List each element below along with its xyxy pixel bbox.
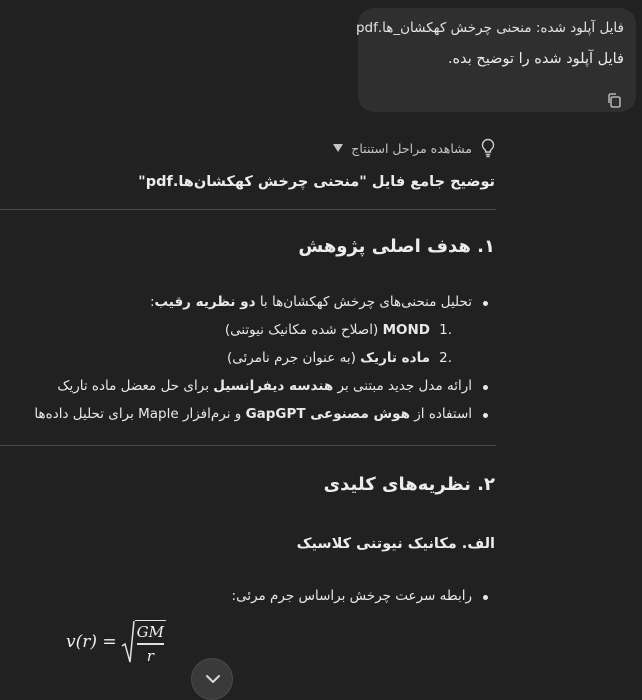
list-item-text: رابطه سرعت چرخش براساس جرم مرئی: — [231, 588, 472, 604]
numbered-item — [224, 322, 452, 338]
user-message-bubble — [355, 8, 636, 112]
list-item-text: تحلیل منحنی‌های چرخش کهکشان‌ها با — [255, 294, 472, 310]
lightbulb-icon — [480, 138, 496, 158]
answer-title: توضیح جامع فایل "منحنی چرخش کهکشان‌ها.pdf" — [138, 174, 495, 190]
list-item-bold: هندسه دیفرانسیل — [213, 378, 334, 394]
item-number: 2. — [439, 350, 452, 366]
item-number: 1. — [439, 322, 452, 338]
list-item-text: برای حل معضل ماده تاریک — [57, 378, 214, 394]
chevron-down-icon — [205, 673, 221, 685]
numbered-item — [226, 350, 452, 366]
list-item-bold: MOND — [382, 322, 430, 338]
section-heading-goal: ۱. هدف اصلی پژوهش — [298, 236, 495, 257]
rotation-velocity-formula — [66, 620, 166, 665]
list-item-text: و نرم‌افزار Maple برای تحلیل داده‌ها — [34, 406, 246, 422]
divider — [0, 445, 496, 446]
list-item-text: (به عنوان جرم نامرئی) — [226, 350, 361, 366]
list-item-bold: ماده تاریک — [360, 350, 430, 366]
subsection-heading: الف. مکانیک نیوتنی کلاسیک — [296, 536, 495, 552]
list-item-bold: هوش مصنوعی GapGPT — [245, 406, 410, 422]
formula-denominator: r — [146, 646, 154, 665]
formula-numerator: GM — [136, 623, 164, 641]
divider — [0, 209, 496, 210]
uploaded-file-label: فایل آپلود شده: منحنی چرخش کهکشان_ها.pdf — [355, 20, 624, 36]
section-heading-theories: ۲. نظریه‌های کلیدی — [323, 474, 495, 495]
scroll-down-button[interactable] — [191, 658, 233, 700]
list-item — [150, 294, 472, 310]
list-item — [34, 406, 472, 422]
list-item-text: (اصلاح شده مکانیک نیوتنی) — [224, 322, 383, 338]
reasoning-label: مشاهده مراحل استنتاج — [351, 140, 472, 156]
caret-down-icon — [333, 144, 343, 152]
square-root — [121, 620, 166, 665]
reasoning-toggle[interactable] — [333, 138, 496, 158]
copy-icon[interactable] — [606, 92, 624, 110]
list-item-text: : — [149, 294, 155, 310]
list-item — [57, 378, 472, 394]
fraction — [135, 620, 166, 665]
formula-lhs: v(r) = — [66, 632, 117, 653]
list-item-bold: دو نظریه رقیب — [154, 294, 256, 310]
list-item — [232, 588, 472, 604]
user-message-text: فایل آپلود شده را توضیح بده. — [447, 51, 624, 67]
list-item-text: ارائه مدل جدید مبتنی بر — [333, 378, 472, 394]
list-item-text: استفاده از — [409, 406, 472, 422]
